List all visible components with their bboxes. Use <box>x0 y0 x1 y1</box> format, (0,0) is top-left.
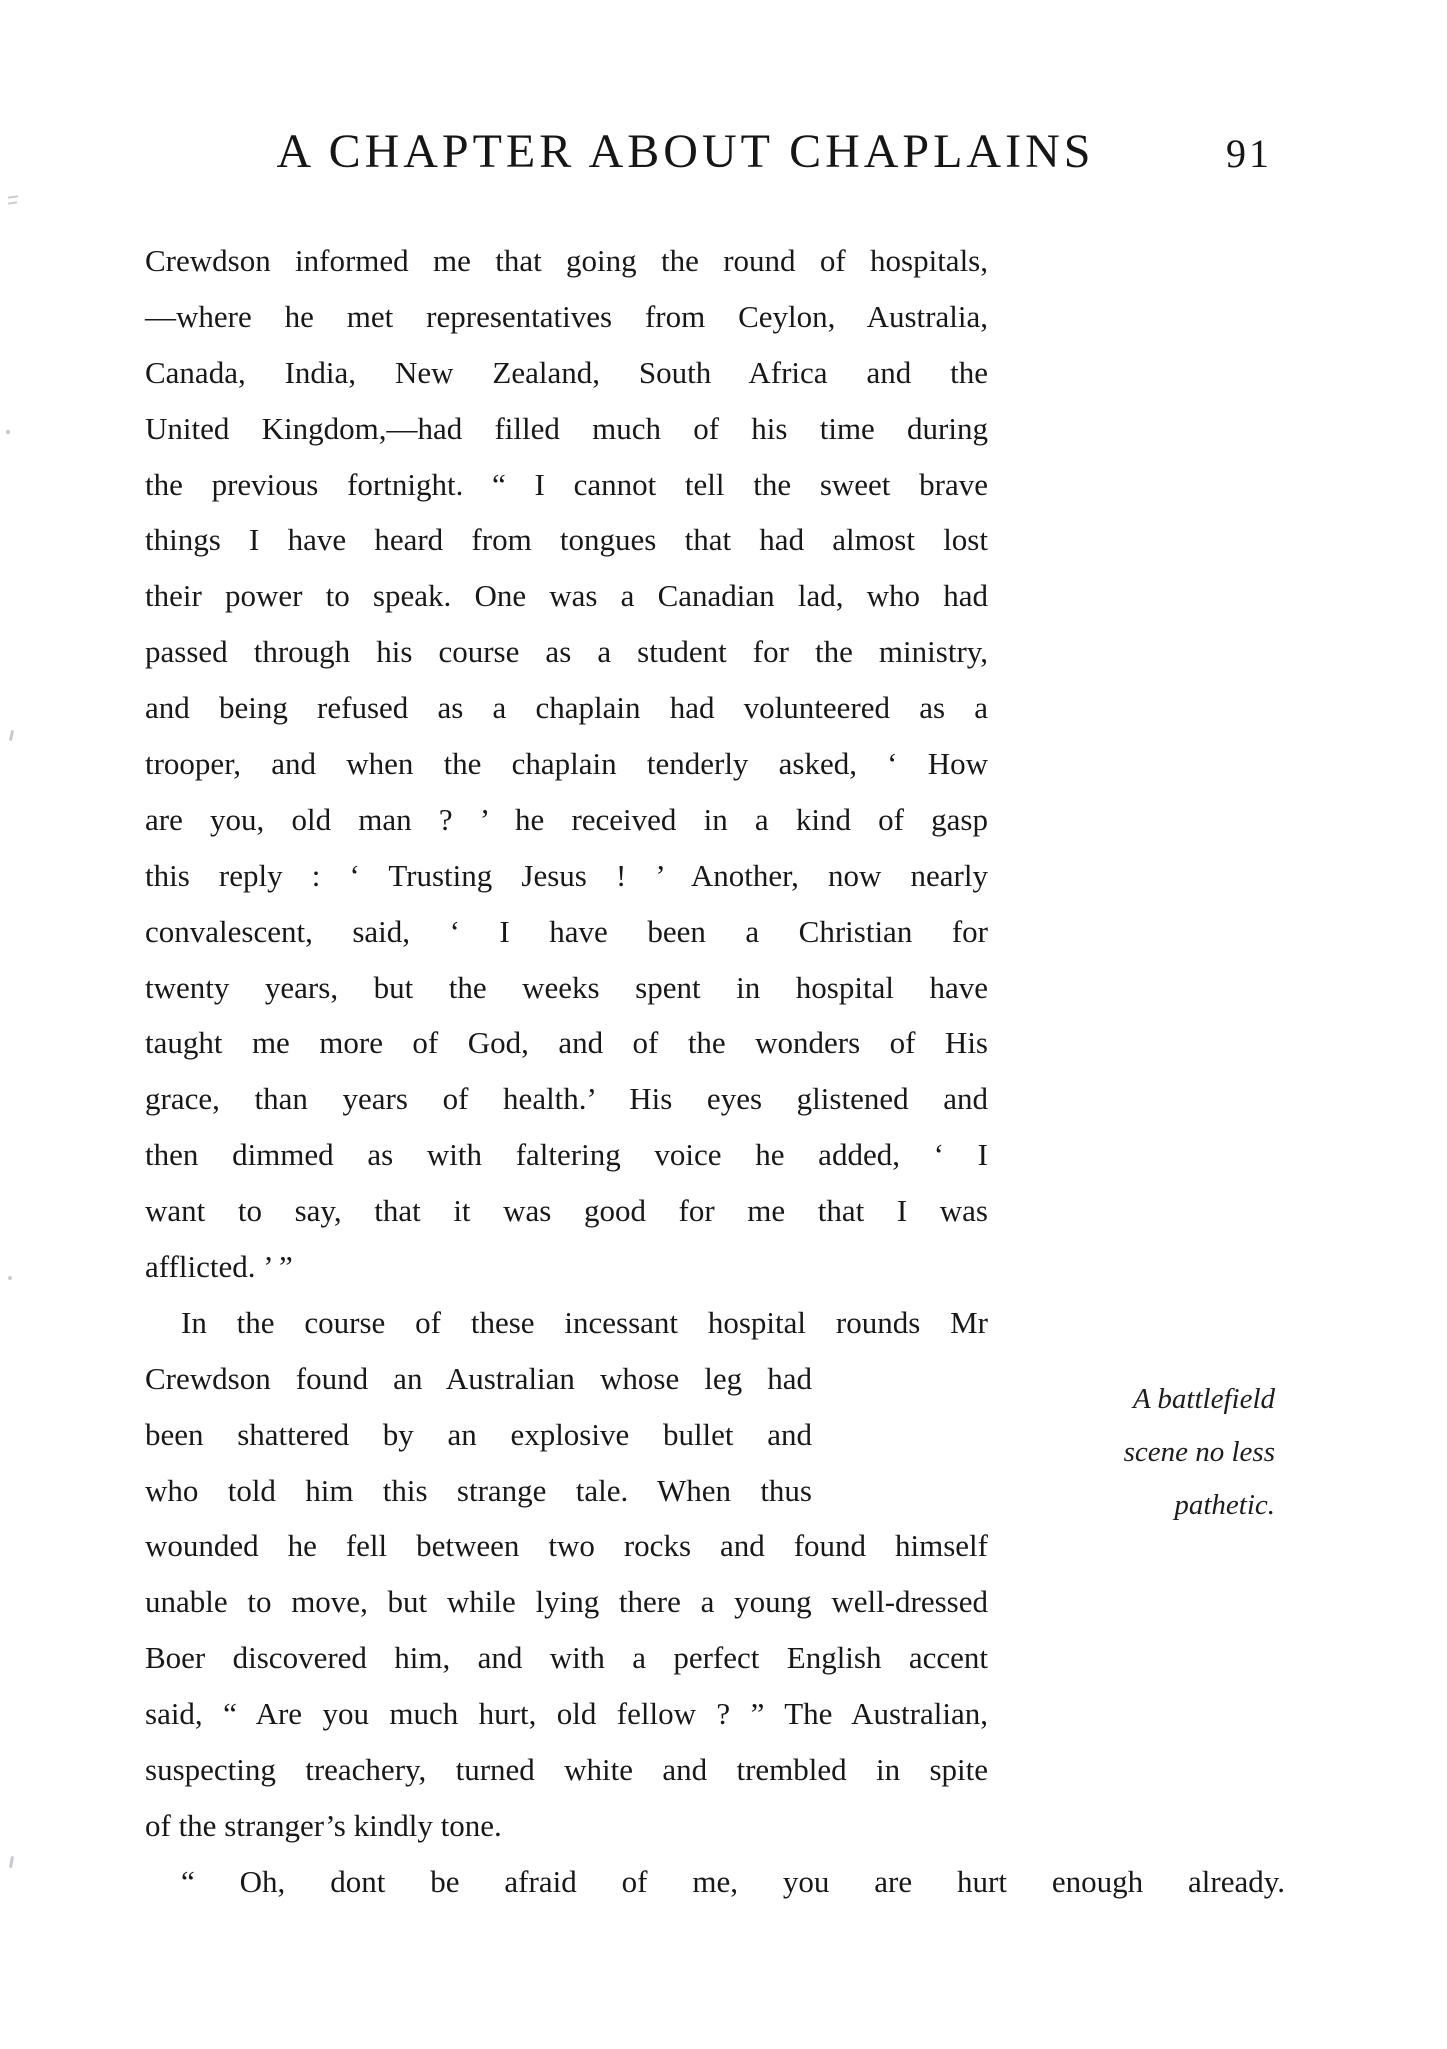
text-line: things I have heard from tongues that had almost lost <box>145 522 988 558</box>
running-title: A CHAPTER ABOUT CHAPLAINS <box>276 125 1095 178</box>
scan-speck <box>9 1856 14 1868</box>
text-line: this reply : ‘ Trusting Jesus ! ’ Another, now nearly <box>145 857 988 893</box>
text-line: and being refused as a chaplain had volunteered as a <box>145 690 988 726</box>
text-line: unable to move, but while lying there a young well-dressed <box>145 1584 988 1620</box>
scan-speck <box>8 1276 12 1280</box>
scan-speck <box>6 430 10 434</box>
text-line: been shattered by an explosive bullet and <box>145 1416 812 1452</box>
text-line: then dimmed as with faltering voice he added, ‘ I <box>145 1137 988 1173</box>
text-line: Crewdson informed me that going the round of hospitals, <box>145 243 988 278</box>
sidenote-line: pathetic. <box>1174 1489 1275 1521</box>
paragraph <box>145 233 988 1295</box>
sidenote-line: A battlefield <box>1132 1383 1275 1415</box>
text-line: —where he met representatives from Ceylon, Australia, <box>145 298 988 334</box>
text-line: taught me more of God, and of the wonders of His <box>145 1025 988 1061</box>
scan-speck <box>9 730 14 741</box>
text-line: Boer discovered him, and with a perfect English accent <box>145 1640 988 1676</box>
text-line: Crewdson found an Australian whose leg had <box>145 1360 812 1396</box>
text-line: In the course of these incessant hospital rounds Mr <box>181 1304 988 1340</box>
margin-sidenote <box>1030 1373 1275 1532</box>
text-line: convalescent, said, ‘ I have been a Christian for <box>145 913 988 949</box>
paragraph <box>145 1854 1285 1910</box>
text-line: “ Oh, dont be afraid of me, you are hurt enough already. <box>181 1863 1285 1899</box>
text-line: who told him this strange tale. When thus <box>145 1472 812 1508</box>
paragraph <box>145 1295 988 1854</box>
text-line: Canada, India, New Zealand, South Africa and the <box>145 354 988 390</box>
sidenote-line: scene no less <box>1123 1436 1275 1468</box>
text-line: are you, old man ? ’ he received in a kind of gasp <box>145 801 988 837</box>
text-line: suspecting treachery, turned white and trembled in spite <box>145 1752 988 1788</box>
text-line: passed through his course as a student for the ministry, <box>145 634 988 670</box>
page-number: 91 <box>1226 131 1272 176</box>
text-line: United Kingdom,—had filled much of his time during <box>145 410 988 446</box>
text-line: the previous fortnight. “ I cannot tell the sweet brave <box>145 466 988 502</box>
text-line: twenty years, but the weeks spent in hospital have <box>145 969 988 1005</box>
text-line: their power to speak. One was a Canadian lad, who had <box>145 578 988 614</box>
scan-speck <box>8 201 17 204</box>
text-line: wounded he fell between two rocks and found himself <box>145 1528 988 1564</box>
scan-speck <box>8 195 18 198</box>
text-line: trooper, and when the chaplain tenderly asked, ‘ How <box>145 746 988 782</box>
text-line: afflicted. ’ ” <box>145 1249 293 1285</box>
text-line: want to say, that it was good for me that I was <box>145 1193 988 1229</box>
text-line: said, “ Are you much hurt, old fellow ? ” The Australian, <box>145 1696 988 1732</box>
page-header <box>145 124 1272 179</box>
text-line: of the stranger’s kindly tone. <box>145 1807 502 1843</box>
text-line: grace, than years of health.’ His eyes glistened and <box>145 1081 988 1117</box>
